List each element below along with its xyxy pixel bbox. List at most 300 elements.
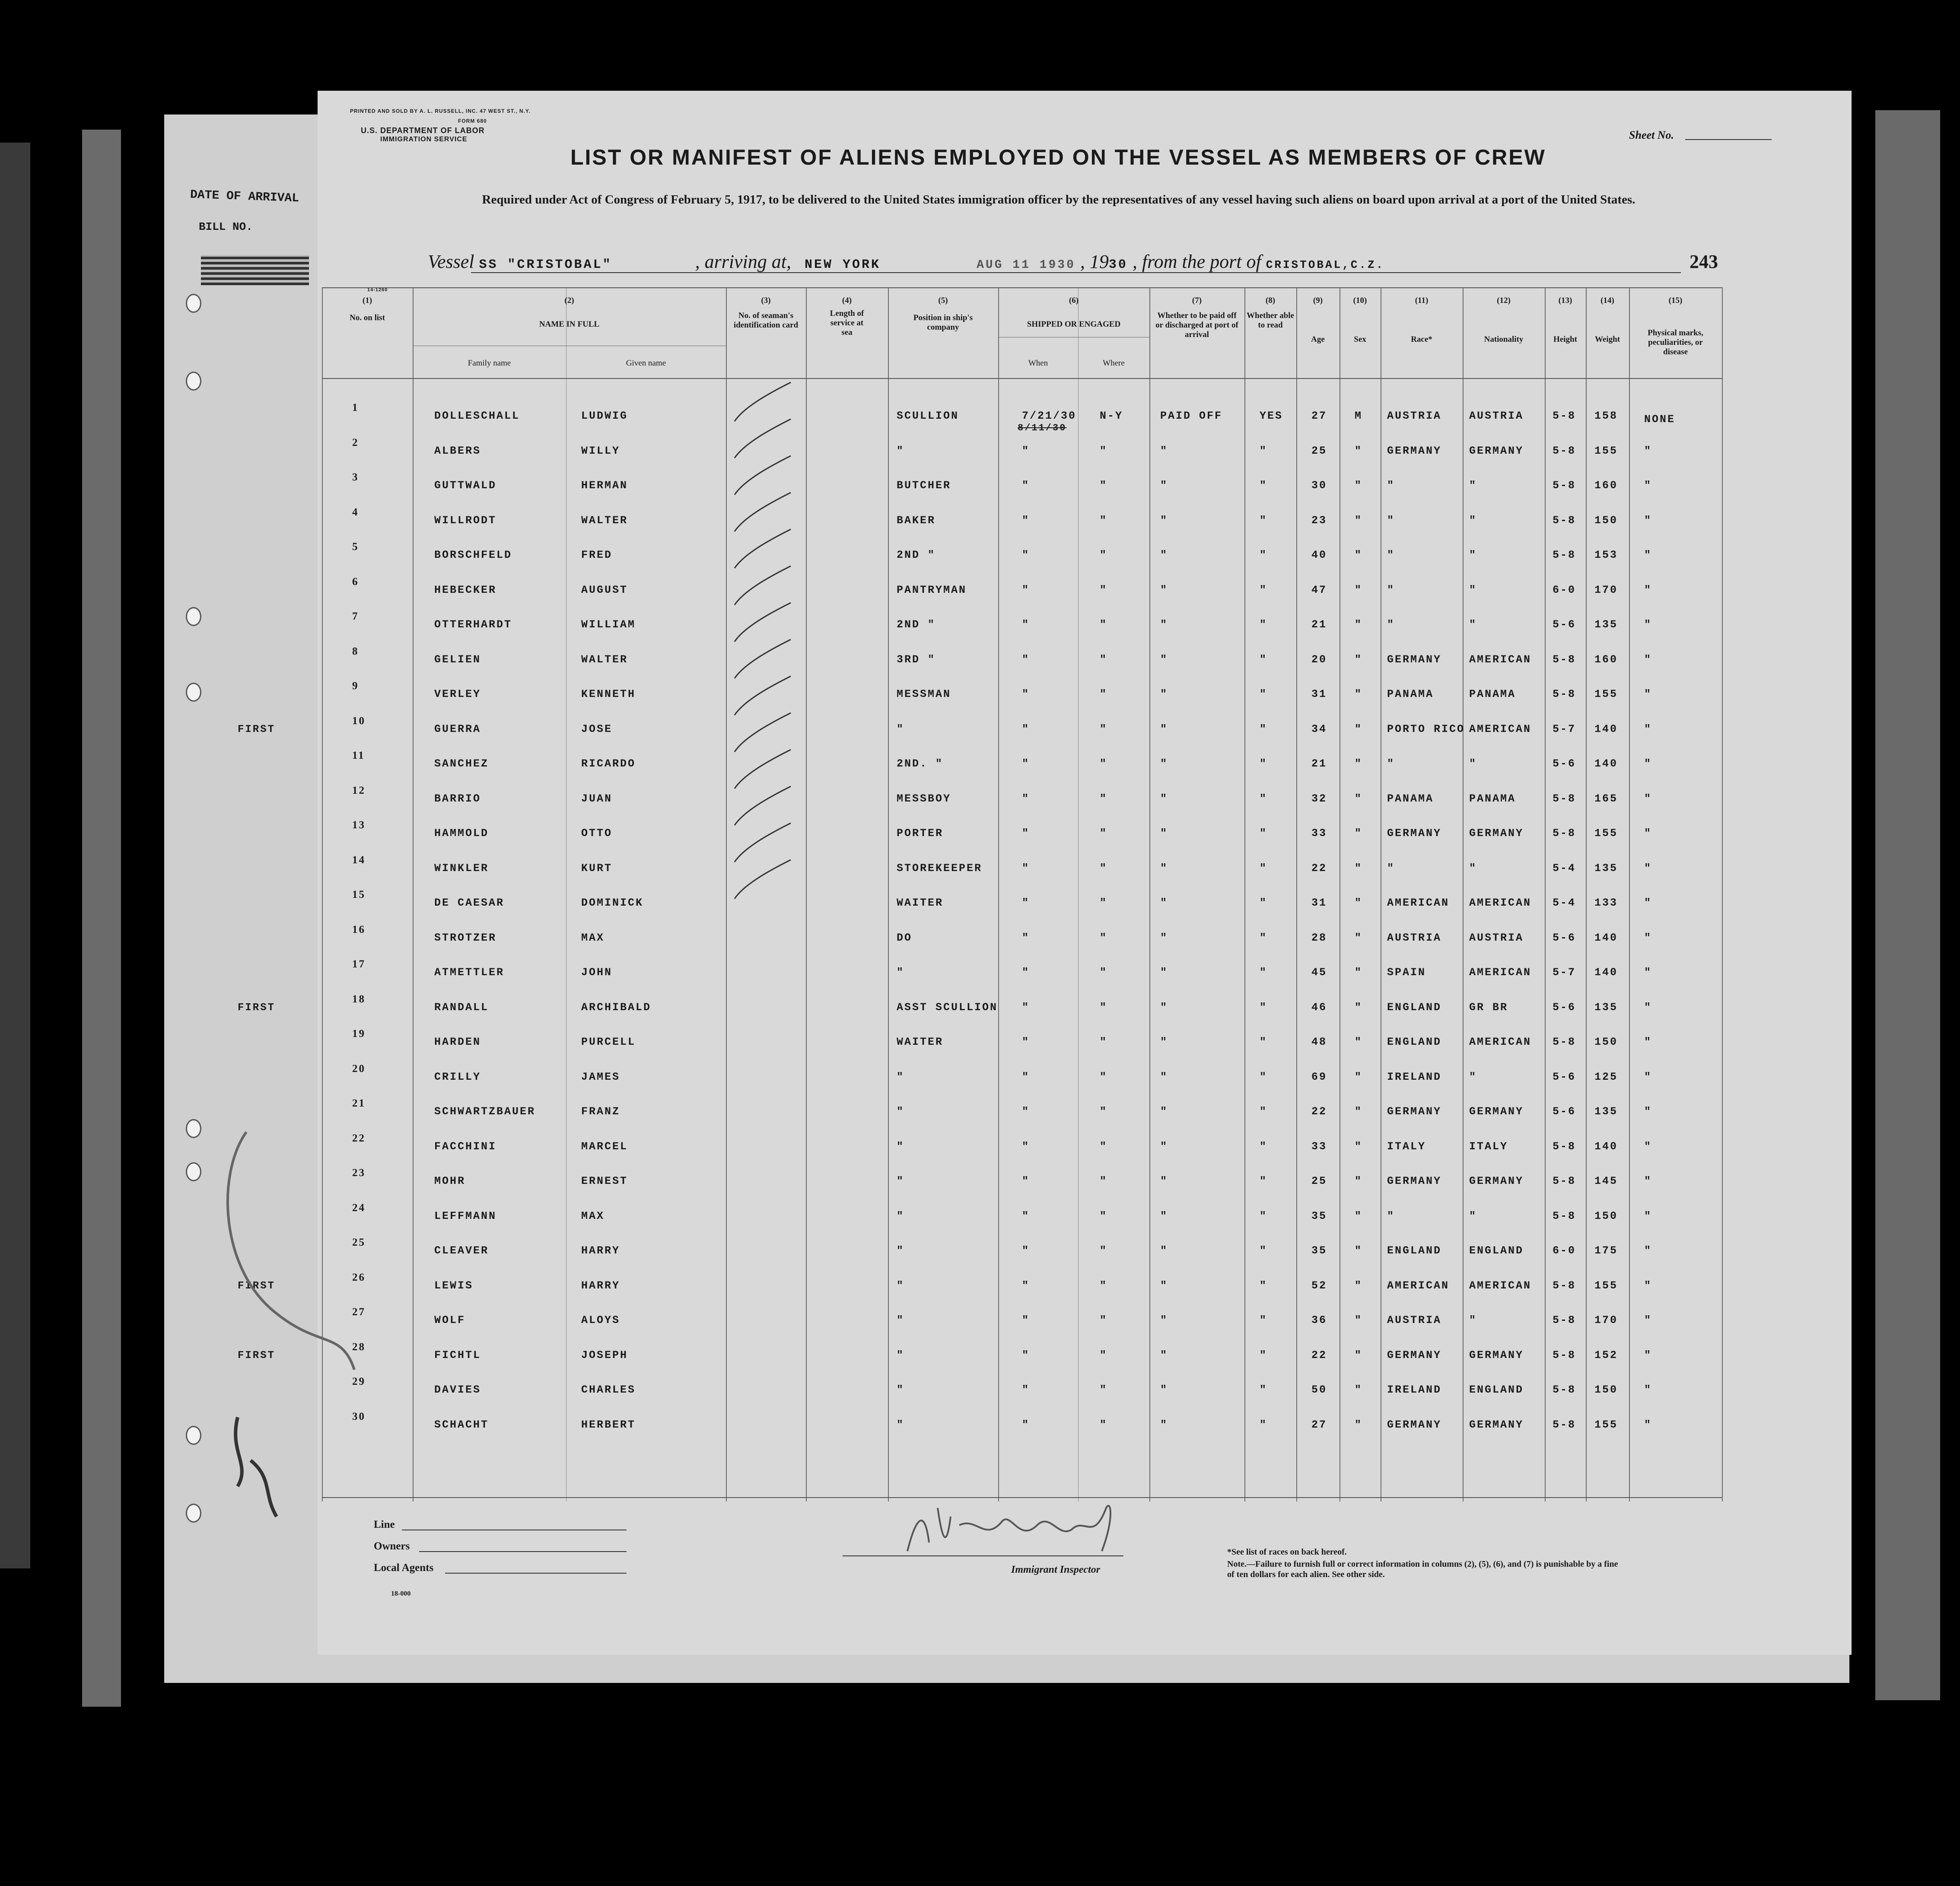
cell-nationality: AMERICAN [1469, 966, 1532, 979]
cell-row-number: 22 [352, 1132, 366, 1144]
table-row [322, 1028, 1722, 1062]
cell-nationality: AMERICAN [1469, 722, 1532, 735]
cell-given-name: ERNEST [581, 1175, 628, 1187]
cell-nationality: GERMANY [1469, 1175, 1524, 1187]
cell-shipped-where: " [1100, 618, 1108, 631]
cell-sex: " [1355, 583, 1363, 596]
cell-age: 30 [1311, 479, 1327, 492]
col-num-6: (6) [1069, 296, 1079, 305]
cell-position: " [897, 1279, 905, 1292]
cell-shipped-where: " [1100, 1209, 1108, 1222]
cell-race: GERMANY [1387, 1418, 1442, 1431]
cell-sex: " [1355, 792, 1363, 805]
cell-sex: " [1355, 1140, 1363, 1153]
cell-shipped-where: " [1100, 1314, 1108, 1326]
cell-sex: " [1355, 688, 1363, 700]
cell-family-name: WOLF [434, 1314, 466, 1326]
col-head-read: Whether able to read [1247, 311, 1294, 330]
sheet-number-label: Sheet No. [1629, 129, 1674, 141]
sheet-number-field[interactable] [1685, 139, 1772, 140]
cell-shipped-where: " [1100, 757, 1108, 770]
cell-family-name: STROTZER [434, 931, 497, 944]
col-head-height: Height [1553, 335, 1577, 344]
first-class-note: FIRST [238, 723, 276, 735]
cell-height: 5-8 [1553, 827, 1576, 840]
cell-given-name: HARRY [581, 1279, 620, 1292]
cell-shipped-when: " [1022, 688, 1030, 700]
first-class-note: FIRST [238, 1349, 276, 1361]
cell-nationality: " [1469, 514, 1477, 527]
cell-age: 34 [1311, 722, 1327, 735]
cell-physical-marks: " [1644, 897, 1652, 909]
footer-note-fine: Note.—Failure to furnish full or correct information in columns (2), (5), (6), and (7) is punishable by a fine of ten dollars for each alien. See other side. [1227, 1559, 1618, 1579]
cell-family-name: CLEAVER [434, 1244, 489, 1257]
cell-given-name: OTTO [581, 827, 613, 840]
cell-position: MESSBOY [897, 792, 951, 805]
table-row [322, 1063, 1722, 1097]
col-num-8: (8) [1265, 296, 1276, 305]
cell-nationality: GERMANY [1469, 1105, 1524, 1118]
cell-weight: 150 [1594, 514, 1618, 527]
binder-hole [186, 683, 201, 702]
cell-height: 5-8 [1553, 1036, 1576, 1048]
cell-shipped-when: " [1022, 862, 1030, 875]
inspector-signature [899, 1491, 1141, 1560]
table-row [322, 541, 1722, 576]
cell-race: ENGLAND [1387, 1001, 1442, 1014]
cell-paid-off: " [1160, 757, 1168, 770]
cell-family-name: OTTERHARDT [434, 618, 512, 631]
cell-nationality: " [1469, 479, 1477, 492]
cell-weight: 150 [1594, 1209, 1618, 1222]
cell-shipped-when: " [1022, 1244, 1030, 1257]
cell-able-to-read: " [1260, 653, 1268, 666]
cell-race: ITALY [1387, 1140, 1426, 1153]
cell-able-to-read: " [1260, 1070, 1268, 1083]
cell-height: 5-7 [1553, 722, 1576, 735]
footer-owners-field[interactable] [419, 1551, 627, 1552]
cell-family-name: FICHTL [434, 1349, 481, 1361]
cell-sex: " [1355, 1105, 1363, 1118]
cell-position: 3RD " [897, 653, 936, 666]
cell-race: GERMANY [1387, 1105, 1442, 1118]
footer-agents-label: Local Agents [374, 1562, 434, 1574]
cell-weight: 135 [1594, 1105, 1618, 1118]
footer-agents-field[interactable] [445, 1573, 627, 1574]
cell-able-to-read: " [1260, 514, 1268, 527]
cell-height: 5-7 [1553, 966, 1576, 979]
cell-shipped-where: " [1100, 1349, 1108, 1361]
cell-weight: 133 [1594, 897, 1618, 909]
cell-age: 25 [1311, 444, 1327, 457]
cell-sex: " [1355, 722, 1363, 735]
cell-physical-marks: " [1644, 618, 1652, 631]
cell-weight: 140 [1594, 1140, 1618, 1153]
table-row [322, 576, 1722, 611]
cell-race: AMERICAN [1387, 897, 1450, 909]
cell-row-number: 20 [352, 1062, 366, 1075]
cell-shipped-where: " [1100, 583, 1108, 596]
col-head-name: NAME IN FULL [539, 320, 600, 329]
cell-physical-marks: " [1644, 862, 1652, 875]
cell-height: 5-8 [1553, 688, 1576, 700]
table-row [322, 1411, 1722, 1445]
cell-physical-marks: " [1644, 1140, 1652, 1153]
col-head-position: Position in ship's company [913, 313, 973, 332]
cell-shipped-when: " [1022, 757, 1030, 770]
cell-able-to-read: " [1260, 1314, 1268, 1326]
cell-shipped-when: " [1022, 618, 1030, 631]
cell-shipped-where: " [1100, 1418, 1108, 1431]
cell-able-to-read: " [1260, 722, 1268, 735]
cell-shipped-when: " [1022, 1036, 1030, 1048]
cell-height: 5-6 [1553, 1070, 1576, 1083]
cell-age: 25 [1311, 1175, 1327, 1187]
cell-row-number: 27 [352, 1306, 366, 1318]
cell-family-name: SCHWARTZBAUER [434, 1105, 536, 1118]
table-row [322, 819, 1722, 854]
cell-weight: 158 [1594, 410, 1618, 422]
cell-position: 2ND " [897, 618, 936, 631]
cell-height: 5-8 [1553, 1140, 1576, 1153]
cell-weight: 170 [1594, 1314, 1618, 1326]
cell-row-number: 7 [352, 611, 359, 622]
vessel-label: Vessel [428, 251, 474, 272]
cell-nationality: " [1469, 1070, 1477, 1083]
cell-paid-off: " [1160, 479, 1168, 492]
cell-height: 5-8 [1553, 653, 1576, 666]
cell-shipped-where: " [1100, 1383, 1108, 1396]
cell-physical-marks: " [1644, 688, 1652, 700]
cell-nationality: AMERICAN [1469, 897, 1532, 909]
table-row [322, 924, 1722, 958]
cell-position: BUTCHER [897, 479, 951, 492]
binder-hole [186, 1426, 201, 1445]
cell-age: 20 [1311, 653, 1327, 666]
cell-paid-off: " [1160, 1209, 1168, 1222]
cell-sex: " [1355, 444, 1363, 457]
cell-paid-off: " [1160, 1175, 1168, 1187]
cell-shipped-where: " [1100, 1105, 1108, 1118]
table-row [322, 646, 1722, 680]
cell-row-number: 23 [352, 1167, 366, 1179]
footer-form-code: 18-000 [391, 1590, 411, 1597]
cell-able-to-read: " [1260, 862, 1268, 875]
cell-position: DO [897, 931, 913, 944]
cell-height: 6-0 [1553, 583, 1576, 596]
cell-sex: " [1355, 827, 1363, 840]
cell-physical-marks: " [1644, 479, 1652, 492]
table-row [322, 1376, 1722, 1410]
cell-physical-marks: " [1644, 792, 1652, 805]
cell-family-name: SANCHEZ [434, 757, 489, 770]
col-num-3: (3) [761, 296, 771, 305]
cell-family-name: VERLEY [434, 688, 481, 700]
cell-weight: 170 [1594, 583, 1618, 596]
binder-hole [186, 1119, 201, 1138]
cell-height: 5-8 [1553, 1418, 1576, 1431]
cell-sex: " [1355, 1070, 1363, 1083]
table-row [322, 889, 1722, 923]
cell-age: 33 [1311, 1140, 1327, 1153]
cell-shipped-where: " [1100, 1001, 1108, 1014]
cell-position: WAITER [897, 897, 944, 909]
cell-shipped-when: " [1022, 1070, 1030, 1083]
cell-sex: " [1355, 1418, 1363, 1431]
cell-race: GERMANY [1387, 827, 1442, 840]
cell-race: IRELAND [1387, 1383, 1442, 1396]
cell-shipped-when: " [1022, 1001, 1030, 1014]
cell-weight: 165 [1594, 792, 1618, 805]
cell-physical-marks: " [1644, 1070, 1652, 1083]
cell-nationality: AMERICAN [1469, 653, 1532, 666]
cell-row-number: 3 [352, 471, 359, 483]
cell-nationality: " [1469, 618, 1477, 631]
manifest-table [238, 287, 1722, 1501]
cell-paid-off: " [1160, 1244, 1168, 1257]
cell-weight: 140 [1594, 757, 1618, 770]
scan-strip-right [1875, 110, 1940, 1700]
department-name: U.S. DEPARTMENT OF LABOR [361, 126, 485, 135]
cell-weight: 135 [1594, 862, 1618, 875]
cell-race: ENGLAND [1387, 1036, 1442, 1048]
cell-sex: " [1355, 862, 1363, 875]
cell-nationality: " [1469, 549, 1477, 561]
col-head-nationality: Nationality [1484, 335, 1524, 344]
cell-given-name: MAX [581, 1209, 605, 1222]
cell-given-name: MAX [581, 931, 605, 944]
cell-family-name: MOHR [434, 1175, 466, 1187]
cell-row-number: 1 [352, 402, 359, 413]
cell-given-name: JAMES [581, 1070, 620, 1083]
table-row [322, 1167, 1722, 1202]
cell-given-name: LUDWIG [581, 410, 628, 422]
cell-row-number: 28 [352, 1341, 366, 1353]
cell-able-to-read: " [1260, 897, 1268, 909]
cell-given-name: ARCHIBALD [581, 1001, 652, 1014]
cell-shipped-when: " [1022, 827, 1030, 840]
cell-shipped-where: " [1100, 549, 1108, 561]
col-head-race: Race* [1411, 335, 1432, 344]
cell-able-to-read: " [1260, 757, 1268, 770]
cell-given-name: AUGUST [581, 583, 628, 596]
cell-able-to-read: " [1260, 1209, 1268, 1222]
table-row [238, 1341, 1722, 1376]
cell-given-name: JUAN [581, 792, 613, 805]
cell-position: " [897, 1140, 905, 1153]
cell-sex: M [1355, 410, 1363, 422]
cell-row-number: 14 [352, 854, 366, 866]
cell-weight: 160 [1594, 479, 1618, 492]
cell-able-to-read: " [1260, 1105, 1268, 1118]
col-num-10: (10) [1353, 296, 1367, 305]
cell-physical-marks: " [1644, 1105, 1652, 1118]
cell-paid-off: " [1160, 1314, 1168, 1326]
cell-shipped-when: " [1022, 966, 1030, 979]
subhead-where: Where [1103, 359, 1125, 368]
cell-race: IRELAND [1387, 1070, 1442, 1083]
cell-weight: 150 [1594, 1036, 1618, 1048]
scan-border-left [0, 143, 30, 1568]
cell-height: 5-4 [1553, 862, 1576, 875]
cell-given-name: HERMAN [581, 479, 628, 492]
cell-given-name: ALOYS [581, 1314, 620, 1326]
table-row [322, 1202, 1722, 1237]
cell-shipped-when: " [1022, 1175, 1030, 1187]
cell-shipped-where: " [1100, 479, 1108, 492]
cell-paid-off: " [1160, 1383, 1168, 1396]
cell-physical-marks: " [1644, 1244, 1652, 1257]
col-num-9: (9) [1313, 296, 1323, 305]
cell-family-name: GUERRA [434, 722, 481, 735]
cell-shipped-where: " [1100, 514, 1108, 527]
cell-shipped-when: " [1022, 1209, 1030, 1222]
col-num-14: (14) [1600, 296, 1614, 305]
cell-nationality: AUSTRIA [1469, 931, 1524, 944]
table-row [322, 611, 1722, 645]
cell-shipped-where: " [1100, 862, 1108, 875]
cell-family-name: DE CAESAR [434, 897, 505, 909]
cell-age: 22 [1311, 1105, 1327, 1118]
cell-physical-marks: " [1644, 444, 1652, 457]
cell-weight: 125 [1594, 1070, 1618, 1083]
cell-height: 5-8 [1553, 1279, 1576, 1292]
cell-row-number: 12 [352, 784, 366, 796]
table-row [322, 1132, 1722, 1167]
cell-physical-marks: NONE [1644, 413, 1676, 426]
col-num-4: (4) [842, 296, 852, 305]
cell-sex: " [1355, 549, 1363, 561]
cell-physical-marks: " [1644, 1279, 1652, 1292]
binder-hole [186, 607, 201, 626]
cell-family-name: BARRIO [434, 792, 481, 805]
cell-able-to-read: " [1260, 1349, 1268, 1361]
cell-shipped-where: " [1100, 1244, 1108, 1257]
col-num-13: (13) [1558, 296, 1572, 305]
cell-family-name: CRILLY [434, 1070, 481, 1083]
cell-nationality: ENGLAND [1469, 1244, 1524, 1257]
cell-family-name: GUTTWALD [434, 479, 497, 492]
cell-position: BAKER [897, 514, 936, 527]
cell-paid-off: " [1160, 931, 1168, 944]
cell-family-name: WINKLER [434, 862, 489, 875]
cell-row-number: 18 [352, 993, 366, 1005]
cell-height: 5-4 [1553, 897, 1576, 909]
cell-shipped-where: " [1100, 792, 1108, 805]
cell-nationality: " [1469, 583, 1477, 596]
col-num-1: (1) [362, 296, 372, 305]
cell-given-name: JOHN [581, 966, 613, 979]
cell-given-name: RICARDO [581, 757, 636, 770]
subhead-when: When [1028, 359, 1048, 368]
cell-nationality: GERMANY [1469, 1349, 1524, 1361]
cell-row-number: 29 [352, 1376, 366, 1387]
subhead-given: Given name [626, 359, 666, 368]
cell-paid-off: PAID OFF [1160, 410, 1223, 422]
cell-shipped-when: " [1022, 1140, 1030, 1153]
cell-age: 45 [1311, 966, 1327, 979]
cell-row-number: 15 [352, 889, 366, 900]
cell-race: ENGLAND [1387, 1244, 1442, 1257]
cell-shipped-when: " [1022, 722, 1030, 735]
cell-paid-off: " [1160, 688, 1168, 700]
from-port: CRISTOBAL,C.Z. [1266, 258, 1385, 271]
cell-race: " [1387, 618, 1395, 631]
cell-paid-off: " [1160, 966, 1168, 979]
cell-height: 5-8 [1553, 444, 1576, 457]
cell-age: 32 [1311, 792, 1327, 805]
cell-family-name: RANDALL [434, 1001, 489, 1014]
cell-given-name: HERBERT [581, 1418, 636, 1431]
cell-sex: " [1355, 757, 1363, 770]
cell-given-name: KENNETH [581, 688, 636, 700]
cell-paid-off: " [1160, 1140, 1168, 1153]
cell-position: STOREKEEPER [897, 862, 983, 875]
table-row [322, 958, 1722, 993]
cell-able-to-read: " [1260, 1140, 1268, 1153]
cell-position: " [897, 1314, 905, 1326]
cell-race: GERMANY [1387, 653, 1442, 666]
cell-height: 5-6 [1553, 757, 1576, 770]
vessel-underline [471, 272, 1681, 273]
cell-position: PORTER [897, 827, 944, 840]
cell-shipped-when: " [1022, 549, 1030, 561]
from-port-label: , from the port of [1132, 251, 1261, 272]
cell-able-to-read: " [1260, 688, 1268, 700]
cell-family-name: DAVIES [434, 1383, 481, 1396]
table-row [322, 680, 1722, 715]
cell-shipped-where: " [1100, 827, 1108, 840]
cell-sex: " [1355, 897, 1363, 909]
cell-age: 27 [1311, 1418, 1327, 1431]
cell-weight: 160 [1594, 653, 1618, 666]
cell-paid-off: " [1160, 1001, 1168, 1014]
cell-nationality: " [1469, 1209, 1477, 1222]
cell-age: 47 [1311, 583, 1327, 596]
cell-row-number: 11 [352, 750, 365, 761]
cell-row-number: 8 [352, 645, 359, 657]
cell-paid-off: " [1160, 897, 1168, 909]
cell-paid-off: " [1160, 827, 1168, 840]
cell-shipped-when: " [1022, 583, 1030, 596]
cell-physical-marks: " [1644, 1036, 1652, 1048]
cell-race: GERMANY [1387, 1175, 1442, 1187]
cell-sex: " [1355, 618, 1363, 631]
cell-age: 35 [1311, 1244, 1327, 1257]
stamp-smudge [201, 255, 309, 285]
cell-position: " [897, 1418, 905, 1431]
cell-age: 35 [1311, 1209, 1327, 1222]
cell-shipped-when: " [1022, 1349, 1030, 1361]
cell-sex: " [1355, 1383, 1363, 1396]
cell-family-name: DOLLESCHALL [434, 410, 520, 422]
cell-position: " [897, 722, 905, 735]
cell-shipped-when: " [1022, 897, 1030, 909]
table-row [238, 715, 1722, 750]
cell-height: 5-8 [1553, 1383, 1576, 1396]
cell-row-number: 21 [352, 1097, 366, 1109]
cell-paid-off: " [1160, 1105, 1168, 1118]
cell-physical-marks: " [1644, 966, 1652, 979]
cell-shipped-when: " [1022, 653, 1030, 666]
cell-weight: 145 [1594, 1175, 1618, 1187]
cell-family-name: LEFFMANN [434, 1209, 497, 1222]
table-row [322, 1097, 1722, 1132]
cell-row-number: 10 [352, 715, 366, 727]
cell-family-name: ATMETTLER [434, 966, 505, 979]
date-stamp: AUG 11 1930 [977, 258, 1075, 272]
cell-able-to-read: YES [1260, 410, 1283, 422]
